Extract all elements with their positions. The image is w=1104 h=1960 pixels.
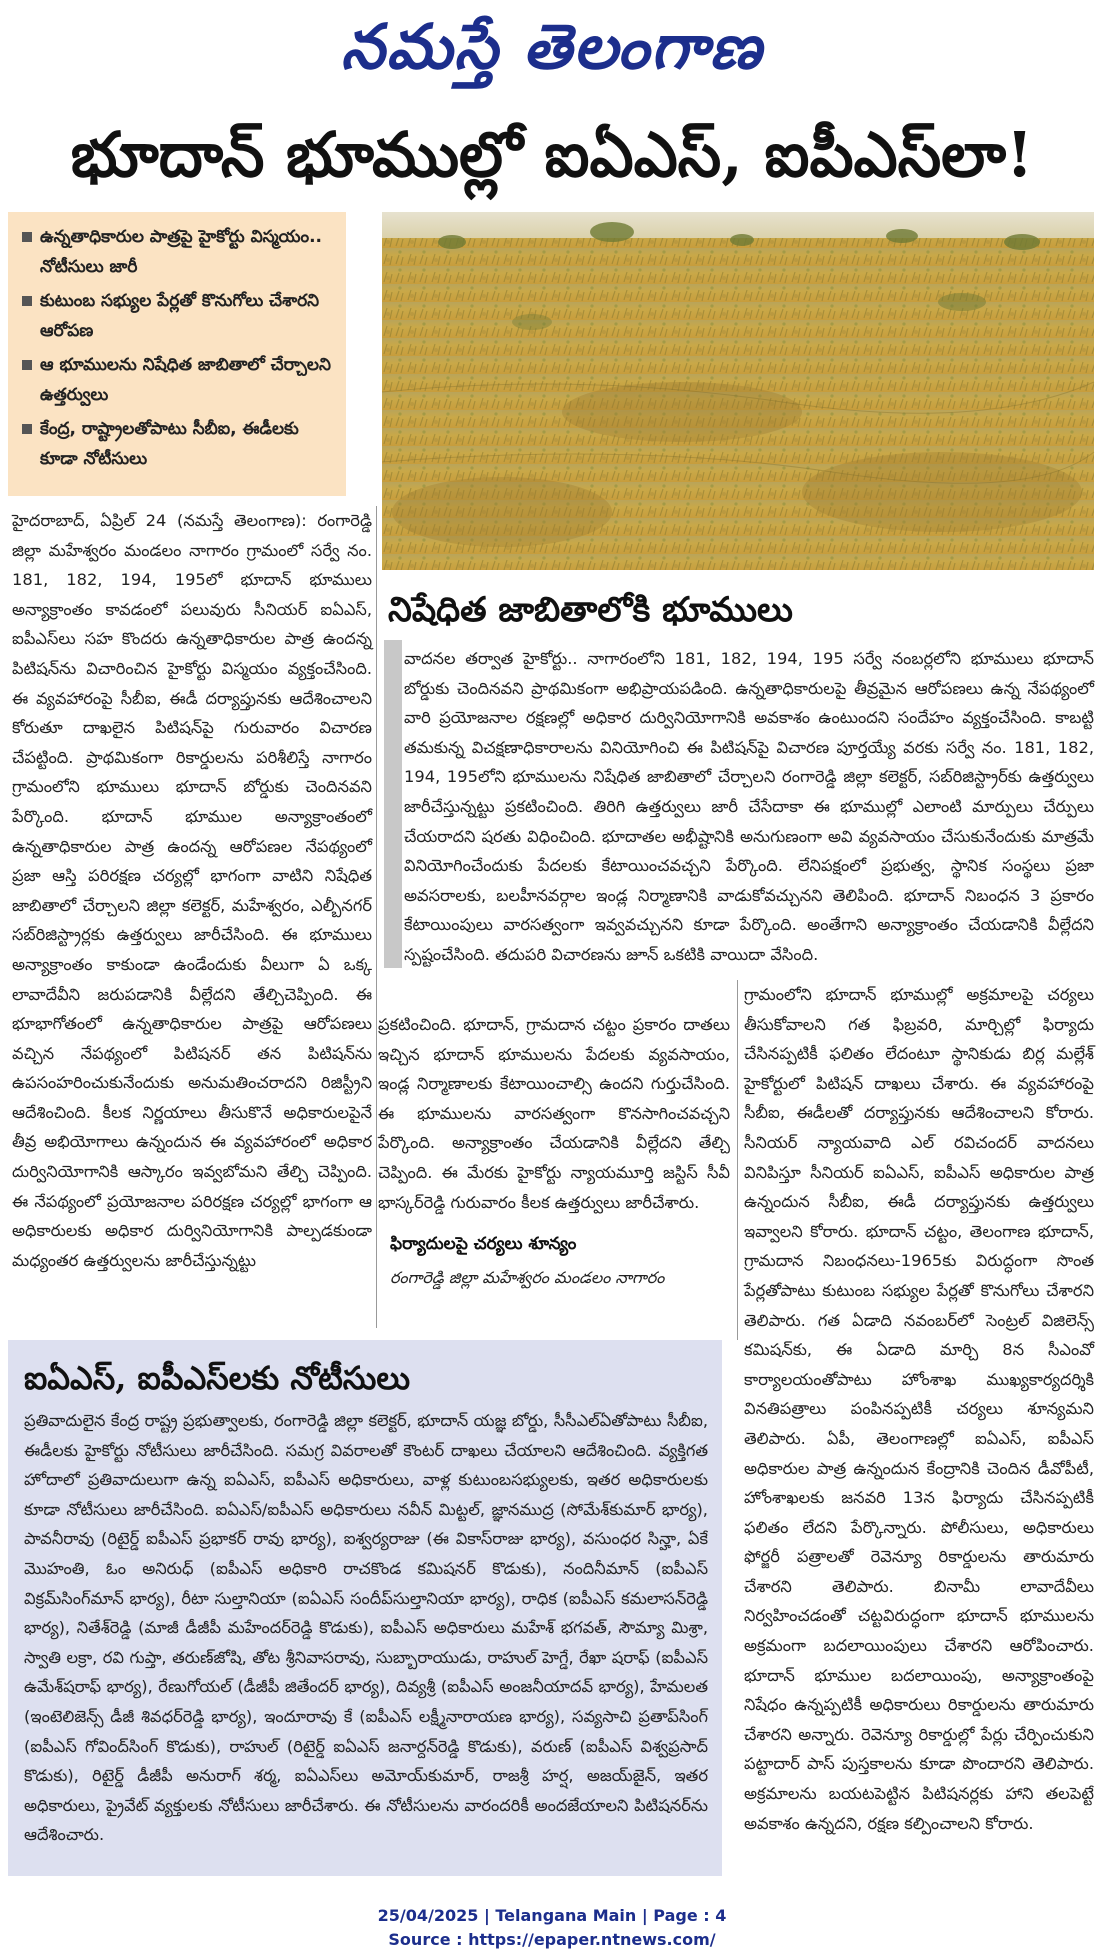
article-column-3: గ్రామంలోని భూదాన్ భూముల్లో అక్రమాలపై చర్యలు తీసుకోవాలని గత ఫిబ్రవరి, మార్చిల్లో ఫిర్యాదు చేసినప్పటికీ ఫలితం లేదంటూ స్థానికుడు బిర్ల మల్లేశ్ హైకోర్టులో పిటిషన్ దాఖలు చేశారు. ఈ వ్యవహారంపై సీబీఐ, ఈడీలతో దర్యాప్తునకు ఆదేశించాలని కోరారు. సీనియర్ న్యాయవాది ఎల్ రవిచందర్ వాదనలు వినిపిస్తూ సీనియర్ ఐఏఎస్, ఐపీఎస్ అధికారుల పాత్ర ఉన్నందున సీబీఐ, ఈడీ దర్యాప్తునకు ఉత్తర్వులు ఇవ్వాలని కోరారు. భూదాన్ చట్టం, తెలంగాణ భూదాన్, గ్రామదాన నిబంధనలు-1965కు విరుద్ధంగా సొంత పేర్లతోపాటు కుటుంబ సభ్యుల పేర్లతో కొనుగోలు చేశారని తెలిపారు. గత ఏడాది నవంబర్‌లో సెంట్రల్ విజిలెన్స్ కమిషన్‌కు, ఈ ఏడాది మార్చి 8న సీఎంవో కార్యాలయంతోపాటు హోంశాఖ ముఖ్యకార్యదర్శికి వినతిపత్రాలు పంపినప్పటికీ చర్యలు శూన్యమని తెలిపారు. ఏపీ, తెలంగాణల్లో ఐఏఎస్, ఐపీఎస్ అధికారుల పాత్ర ఉన్నందున కేంద్రానికి చెందిన డీవోపీటీ, హోంశాఖలకు జనవరి 13న ఫిర్యాదు చేసినప్పటికీ ఫలితం లేదని పేర్కొన్నారు. పోలీసులు, అధికారులు ఫోర్జరీ పత్రాలతో రెవెన్యూ రికార్డులను తారుమారు చేశారని తెలిపారు. బినామీ లావాదేవీలు నిర్వహించడంతో చట్టవిరుద్ధంగా భూదాన్ భూములను అక్రమంగా బదలాయింపులు చేశారని ఆరోపించారు. భూదాన్ భూముల బదలాయింపు, అన్యాక్రాంతంపై నిషేధం ఉన్నప్పటికీ అధికారులు రికార్డులను తారుమారు చేశారని అన్నారు. రెవెన్యూ రికార్డుల్లో పేర్లు చేర్పించుకుని పట్టాదార్ పాస్ పుస్తకాలను కూడా పొందారని తెలిపారు. అక్రమాలను బయటపెట్టిన పిటిషనర్లకు హాని తలపెట్టే అవకాశం ఉన్నదని, రక్షణ కల్పించాలని కోరారు. <box>744 985 1094 1833</box>
bullet-icon <box>22 296 32 306</box>
subhead-title: నిషేధిత జాబితాలోకి భూములు <box>388 590 793 630</box>
landscape-image <box>382 212 1094 570</box>
bullet-icon <box>22 232 32 242</box>
highlight-item: కేంద్ర, రాష్ట్రాలతోపాటు సీబీఐ, ఈడీలకు కూడా నోటీసులు <box>22 414 334 474</box>
column-2-subhead: ఫిర్యాదులపై చర్యలు శూన్యం <box>390 1234 577 1254</box>
notices-title: ఐఏఎస్, ఐపీఎస్‌లకు నోటీసులు <box>24 1359 411 1397</box>
notices-box <box>8 1340 722 1876</box>
footer <box>0 1904 1104 1954</box>
column-divider <box>376 506 377 1328</box>
article-column-2: ప్రకటించింది. భూదాన్, గ్రామదాన చట్టం ప్రకారం దాతలు ఇచ్చిన భూదాన్ భూములను పేదలకు వ్యవసాయం, ఇండ్ల నిర్మాణాలకు కేటాయించాల్సి ఉందని గుర్తుచేసింది. ఈ భూములను వారసత్వంగా కొనసాగించవచ్చని పేర్కొంది. అన్యాక్రాంతం చేయడానికి వీల్లేదని తేల్చి చెప్పింది. ఈ మేరకు హైకోర్టు న్యాయమూర్తి జస్టిస్ సీవీ భాస్కర్‌రెడ్డి గురువారం కీలక ఉత్తర్వులు జారీచేశారు. <box>378 1015 730 1212</box>
source-link[interactable]: Source : https://epaper.ntnews.com/ <box>388 1930 716 1949</box>
highlights-box <box>8 212 346 496</box>
highlight-item: ఉన్నతాధికారుల పాత్రపై హైకోర్టు విస్మయం.. నోటీసులు జారీ <box>22 222 334 282</box>
masthead-logo: నమస్తే తెలంగాణ <box>340 10 764 83</box>
highlight-item: ఆ భూములను నిషేధిత జాబితాలో చేర్చాలని ఉత్తర్వులు <box>22 350 334 410</box>
notices-body: ప్రతివాదులైన కేంద్ర రాష్ట్ర ప్రభుత్వాలకు, రంగారెడ్డి జిల్లా కలెక్టర్, భూదాన్ యజ్ఞ బోర్డు, సీసీఎల్ఏతోపాటు సీబీఐ, ఈడీలకు హైకోర్టు నోటీసులు జారీచేసింది. సమగ్ర వివరాలతో కౌంటర్ దాఖలు చేయాలని ఆదేశించింది. వ్యక్తిగత హోదాలో ప్రతివాదులుగా ఉన్న ఐఏఎస్, ఐపీఎస్ అధికారులు, వాళ్ల కుటుంబసభ్యులకు, ఇతర అధికారులకు కూడా నోటీసులు జారీచేసింది. ఐఏఎస్/ఐపీఎస్ అధికారులు నవీన్ మిట్టల్, జ్ఞానముద్ర (సోమేశ్‌కుమార్ భార్య), పావనీరావు (రిటైర్డ్ ఐపీఎస్ ప్రభాకర్ రావు భార్య), ఐశ్వర్యరాజు (ఈ వికాస్‌రాజు భార్య), వసుంధర సిన్హా, ఏకే మొహంతి, ఓం అనిరుధ్ (ఐపీఎస్ అధికారి రాచకొండ కమిషనర్ కొడుకు), నందినీమాన్ (ఐపీఎస్ విక్రమ్‌సింగ్‌మాన్ భార్య), రీటా సుల్తానియా (ఐఏఎస్ సందీప్‌సుల్తానియా భార్య), రాధిక (ఐపీఎస్ కమలాసన్‌రెడ్డి భార్య), నితేశ్‌రెడ్డి (మాజీ డీజీపీ మహేందర్‌రెడ్డి కొడుకు), ఐపీఎస్ అధికారులు మహేశ్ భగవత్, సౌమ్యా మిశ్రా, స్వాతి లక్రా, రవి గుప్తా, తరుణ్‌జోషి, తోట శ్రీనివాసరావు, సుబ్బారాయుడు, రాహుల్ హెగ్డే, రేఖా షరాఫ్ (ఐపీఎస్ ఉమేశ్‌షరాఫ్ భార్య), రేణుగోయల్ (డీజీపీ జితేందర్ భార్య), దివ్యశ్రీ (ఐపీఎస్ అంజనీయాదవ్ భార్య), హేమలత (ఇంటెలిజెన్స్ డీజీ శివధర్‌రెడ్డి భార్య), ఇందూరావు కే (ఐపీఎస్ లక్ష్మీనారాయణ భార్య), సవ్యసాచి ప్రతాప్‌సింగ్ (ఐపీఎస్ గోవింద్‌సింగ్ కొడుకు), రాహుల్ (రిటైర్డ్ ఐఏఎస్ జనార్దన్‌రెడ్డి కొడుకు), వరుణ్ (ఐపీఎస్ విశ్వప్రసాద్ కొడుకు), రిటైర్డ్ డీజీపీ అనురాగ్ శర్మ, ఐఏఎస్‌లు అమోయ్‌కుమార్, రాజశ్రీ హర్ష, అజయ్‌జైన్, ఇతర అధికారులు, ప్రైవేట్ వ్యక్తులకు నోటీసులు జారీచేశారు. ఈ నోటీసులను వారందరికీ అందజేయాలని పిటిషనర్‌ను ఆదేశించారు. <box>24 1411 708 1845</box>
column-divider <box>737 980 738 1340</box>
masthead <box>0 4 1104 90</box>
headline: భూదాన్ భూముల్లో ఐఏఎస్, ఐపీఎస్‌లా! <box>70 118 1034 191</box>
subhead-box <box>384 582 1094 638</box>
highlight-item: కుటుంబ సభ్యుల పేర్లతో కొనుగోలు చేశారని ఆరోపణ <box>22 286 334 346</box>
dry-grassland-photo <box>382 212 1094 570</box>
article-column-1: హైదరాబాద్, ఏప్రిల్ 24 (నమస్తే తెలంగాణ): రంగారెడ్డి జిల్లా మహేశ్వరం మండలం నాగారం గ్రామంలో సర్వే నం. 181, 182, 194, 195లో భూదాన్ భూములు అన్యాక్రాంతం కావడంలో పలువురు సీనియర్ ఐఏఎస్, ఐపీఎస్‌లు సహ కొందరు ఉన్నతాధికారుల పాత్ర ఉందన్న పిటిషన్‌ను విచారించిన హైకోర్టు విస్మయం వ్యక్తంచేసింది. ఈ వ్యవహారంపై సీబీఐ, ఈడీ దర్యాప్తునకు ఆదేశించాలని కోరుతూ దాఖలైన పిటిషన్‌పై గురువారం విచారణ చేపట్టింది. ప్రాథమికంగా రికార్డులను పరిశీలిస్తే నాగారం గ్రామంలోని భూములు భూదాన్ బోర్డుకు చెందినవని పేర్కొంది. భూదాన్ భూముల అన్యాక్రాంతంలో ఉన్నతాధికారుల పాత్ర ఉందన్న ఆరోపణల నేపథ్యంలో ప్రజా ఆస్తి పరిరక్షణ చర్యల్లో భాగంగా వాటిని నిషేధిత జాబితాలో చేర్చాలని జిల్లా కలెక్టర్, మహేశ్వరం, ఎల్బీనగర్ సబ్‌రిజిస్ట్రార్లకు ఉత్తర్వులు జారీచేసింది. ఈ భూములు అన్యాక్రాంతం కాకుండా ఉండేందుకు వీలుగా ఏ ఒక్క లావాదేవీని జరుపడానికి వీల్లేదని తేల్చిచెప్పింది. ఈ భూభాగోతంలో ఉన్నతాధికారుల పాత్రపై ఆరోపణలు వచ్చిన నేపథ్యంలో పిటిషనర్ తన పిటిషన్‌ను ఉపసంహరించుకునేందుకు అనుమతించరాదని రిజిస్ట్రీని ఆదేశించింది. కీలక నిర్ణయాలు తీసుకొనే అధికారులపైనే తీవ్ర అభియోగాలు ఉన్నందున ఈ వ్యవహారంలో అధికార దుర్వినియోగానికి ఆస్కారం ఇవ్వబోమని తేల్చి చెప్పింది. ఈ నేపథ్యంలో ప్రయోజనాల పరిరక్షణ చర్యల్లో భాగంగా ఆ అధికారులకు అధికార దుర్వినియోగానికి పాల్పడకుండా మధ్యంతర ఉత్తర్వులను జారీచేస్తున్నట్టు <box>12 511 372 1270</box>
edition-info: 25/04/2025 | Telangana Main | Page : 4 <box>377 1906 727 1925</box>
column-2-lead: రంగారెడ్డి జిల్లా మహేశ్వరం మండలం నాగారం <box>390 1268 665 1287</box>
subhead-body: వాదనల తర్వాత హైకోర్టు.. నాగారంలోని 181, 182, 194, 195 సర్వే నంబర్లలోని భూములు భూదాన్ బోర్డుకు చెందినవని ప్రాథమికంగా అభిప్రాయపడింది. ఉన్నతాధికారులపై తీవ్రమైన ఆరోపణలు ఉన్న నేపథ్యంలో వారి ప్రయోజనాల రక్షణల్లో అధికార దుర్వినియోగానికి అవకాశం ఉంటుందని సందేహం వ్యక్తంచేసింది. కాబట్టి తమకున్న విచక్షణాధికారాలను వినియోగించి ఈ పిటిషన్‌పై విచారణ పూర్తయ్యే వరకు సర్వే నం. 181, 182, 194, 195లోని భూములను నిషేధిత జాబితాలో చేర్చాలని రంగారెడ్డి జిల్లా కలెక్టర్, సబ్‌రిజిస్ట్రార్‌కు ఉత్తర్వులు జారీచేస్తున్నట్టు ప్రకటించింది. తిరిగి ఉత్తర్వులు జారీ చేసేదాకా ఈ భూముల్లో ఎలాంటి మార్పులు చేర్పులు చేయరాదని షరతు విధించింది. భూదాతల అభీష్టానికి అనుగుణంగా అవి వ్యవసాయం చేసుకునేందుకు మాత్రమే వినియోగించేందుకు పేదలకు కేటాయించవచ్చని పేర్కొంది. లేనిపక్షంలో ప్రభుత్వ, స్థానిక సంస్థలు ప్రజా అవసరాలకు, బలహీనవర్గాల ఇండ్ల నిర్మాణానికి వాడుకోవచ్చునని తెలిపింది. భూదాన్ నిబంధన 3 ప్రకారం కేటాయింపులు వారసత్వంగా ఇవ్వవచ్చునని కూడా పేర్కొంది. అంతేగాని అన్యాక్రాంతం చేయడానికి వీల్లేదని స్పష్టంచేసింది. తదుపరి విచారణను జూన్ ఒకటికి వాయిదా వేసింది. <box>404 649 1094 964</box>
bullet-icon <box>22 360 32 370</box>
subhead-accent-bar <box>384 640 402 968</box>
bullet-icon <box>22 424 32 434</box>
